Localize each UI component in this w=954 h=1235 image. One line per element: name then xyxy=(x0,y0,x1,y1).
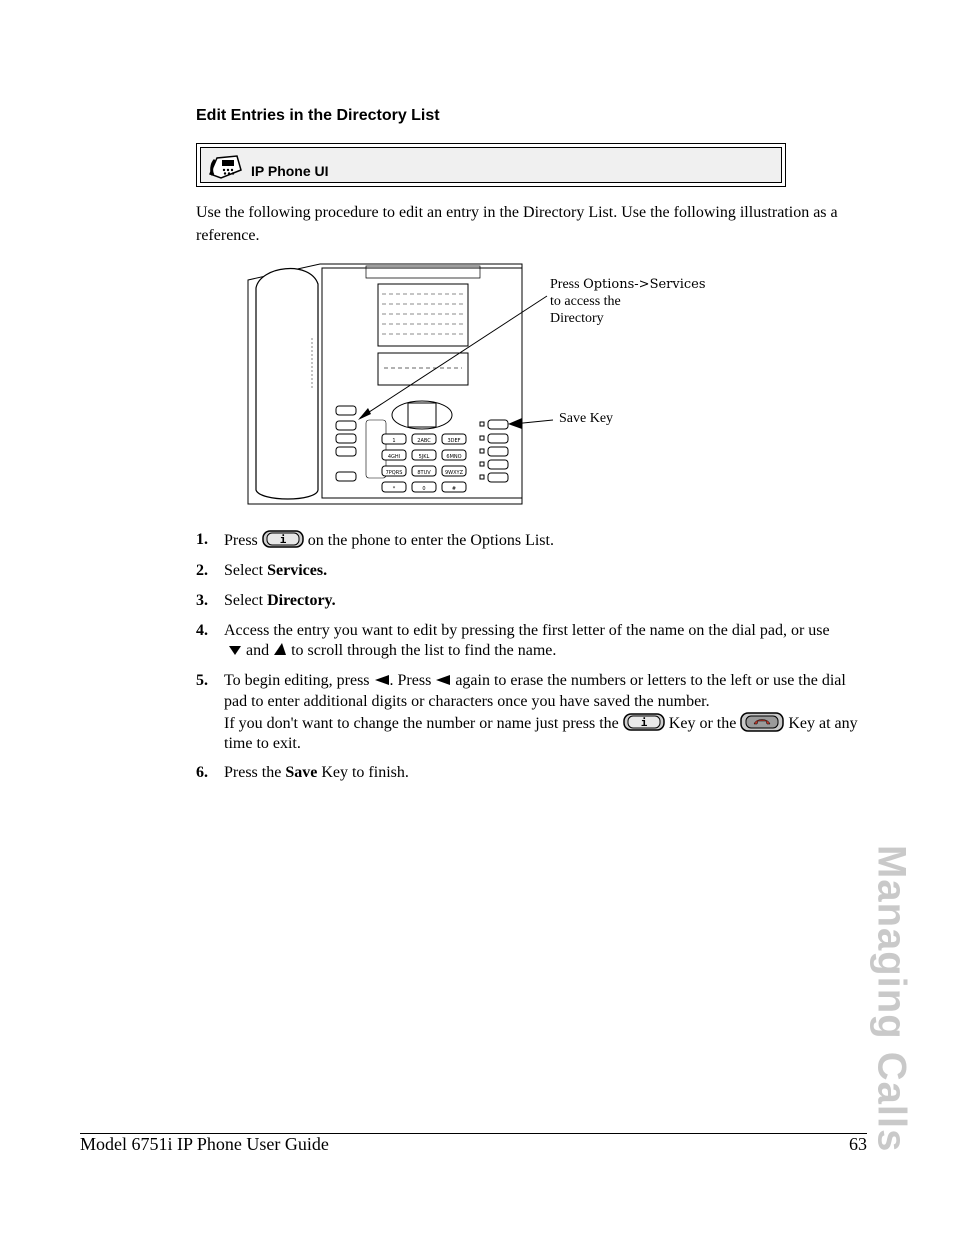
callout-options-line3: Directory xyxy=(550,311,604,326)
dial-key-label: 3DEF xyxy=(447,438,461,444)
steps-list xyxy=(196,530,871,783)
callout-save: Save Key xyxy=(559,411,614,426)
info-key-label: i xyxy=(279,533,287,546)
dial-key-label: 8TUV xyxy=(417,470,431,476)
left-arrow-icon xyxy=(374,672,390,692)
ip-phone-ui-box xyxy=(196,143,786,187)
section-title: Edit Entries in the Directory List xyxy=(196,107,440,124)
step-text: to scroll through the list to find the name. xyxy=(287,642,557,659)
step-text: If you don't want to change the number or name just press the xyxy=(224,715,623,732)
callout-options-line2: to access the xyxy=(550,294,621,309)
step-text: To begin editing, press xyxy=(224,672,374,689)
step-1 xyxy=(196,530,871,551)
callout-options-bold: Options->Services xyxy=(583,277,706,292)
step-number: 2. xyxy=(196,562,208,579)
intro-paragraph: Use the following procedure to edit an entry in the Directory List. Use the following illustration as a reference. xyxy=(196,204,838,244)
side-tab xyxy=(861,845,921,1153)
step-text: Key or the xyxy=(664,715,741,732)
step-number: 4. xyxy=(196,622,208,639)
step-number: 6. xyxy=(196,764,208,781)
step-number: 5. xyxy=(196,672,208,689)
step-text: Key to finish. xyxy=(317,764,409,781)
step-text: Press the xyxy=(224,764,286,781)
dial-key-label: 6MNO xyxy=(446,454,462,460)
step-text: and xyxy=(242,642,274,659)
step-6 xyxy=(196,763,871,783)
handset xyxy=(256,269,318,499)
step-text: Select xyxy=(224,562,268,579)
side-tab-label: Managing Calls xyxy=(869,845,914,1153)
dial-key-label: 9WXYZ xyxy=(444,470,464,476)
goodbye-key-icon xyxy=(740,712,784,732)
step-5 xyxy=(196,671,871,754)
phone-illustration xyxy=(240,258,740,515)
ip-phone-ui-box-inner xyxy=(200,147,782,183)
up-arrow-icon xyxy=(273,642,287,662)
step-4 xyxy=(196,621,871,662)
page-number: 63 xyxy=(849,1134,867,1154)
info-key-label: i xyxy=(640,716,648,729)
dial-key-label: 2ABC xyxy=(417,438,431,444)
step-text: on the phone to enter the Options List. xyxy=(307,532,554,549)
step-bold: Services. xyxy=(267,562,328,579)
callout-options-prefix: Press xyxy=(550,277,584,292)
info-key-icon xyxy=(262,530,304,548)
step-text: again to erase the numbers or letters to the left or use the dial pad to enter additional digits or characters once you have saved the number. xyxy=(224,672,846,710)
step-bold: Directory. xyxy=(267,592,336,609)
step-3 xyxy=(196,591,871,611)
info-key-icon xyxy=(623,713,665,731)
dial-key-label: * xyxy=(392,486,396,492)
step-text: Access the entry you want to edit by pressing the first letter of the name on the dial pad, or use xyxy=(224,622,830,639)
step-text: Press xyxy=(224,532,262,549)
dial-key-label: 1 xyxy=(392,438,396,444)
footer-title: Model 6751i IP Phone User Guide xyxy=(80,1134,329,1154)
left-arrow-icon xyxy=(435,672,451,692)
desk-phone-icon xyxy=(207,154,243,185)
dial-key-label: # xyxy=(451,486,457,492)
step-bold: Save xyxy=(285,764,318,781)
callout-options xyxy=(550,276,706,327)
step-number: 1. xyxy=(196,531,208,548)
step-text: Select xyxy=(224,592,268,609)
step-text: . Press xyxy=(389,672,436,689)
down-arrow-icon xyxy=(228,642,242,662)
step-2 xyxy=(196,561,871,581)
dial-key-label: 0 xyxy=(422,486,426,492)
dial-key-label: 5JKL xyxy=(418,454,430,460)
step-number: 3. xyxy=(196,592,208,609)
dial-key-label: 4GHI xyxy=(387,454,401,460)
ip-phone-ui-label: IP Phone UI xyxy=(251,163,329,179)
dial-key-label: 7PQRS xyxy=(385,470,403,476)
step-text: Key at any time to exit. xyxy=(224,715,858,752)
